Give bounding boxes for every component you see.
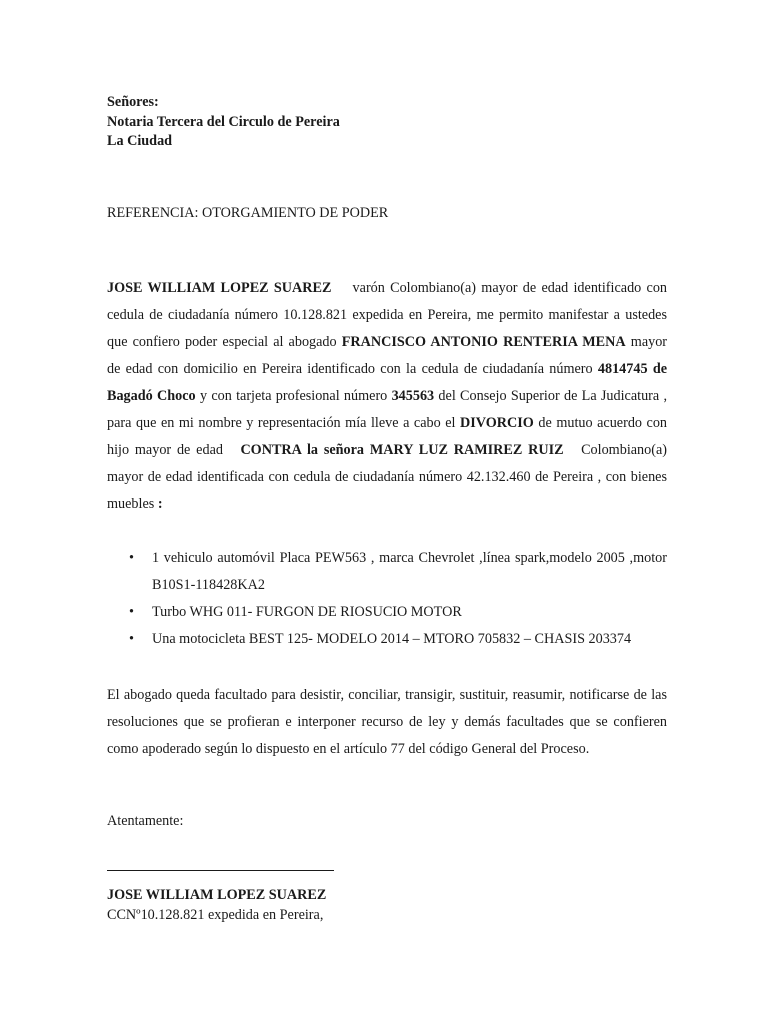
attorney-name: FRANCISCO ANTONIO RENTERIA MENA [341,334,626,350]
reference-line: REFERENCIA: OTORGAMIENTO DE PODER [107,205,389,221]
body-text-3: y con tarjeta profesional número [199,388,388,404]
list-item [107,545,667,599]
asset-text: Turbo WHG 011- FURGON DE RIOSUCIO MOTOR [152,604,462,620]
grantor-name: JOSE WILLIAM LOPEZ SUAREZ [107,280,332,296]
body-paragraph [107,275,667,518]
body-text-2: mayor de edad con domicilio en Pereira identificado con la cedula de ciudadanía número [107,334,668,377]
signature-line [107,870,334,871]
against-party: CONTRA la señora MARY LUZ RAMIREZ RUIZ [240,442,564,458]
process-type: DIVORCIO [460,415,534,431]
city: La Ciudad [107,133,173,149]
body-colon: : [157,496,163,512]
list-item [107,599,667,626]
bullet-icon: • [129,550,134,566]
list-item [107,626,667,653]
bullet-icon: • [129,604,134,620]
bullet-icon: • [129,631,134,647]
body-text-6: Colombiano(a) mayor de edad identificada con cedula de ciudadanía número 42.132.460 de Pereira , con bienes muebles [107,442,667,512]
body-text-4: del Consejo Superior de La Judicatura , para que en mi nombre y representación mía lleve a cabo el [107,388,668,431]
body-text-1: varón Colombiano(a) mayor de edad identificado con cedula de ciudadanía número 10.128.821 expedida en Pereira, me permito manifestar a ustedes que confiero poder especial al abogado [107,280,668,350]
asset-text: Una motocicleta BEST 125- MODELO 2014 – MTORO 705832 – CHASIS 203374 [152,631,632,647]
signature-block [107,886,667,925]
signer-name: JOSE WILLIAM LOPEZ SUAREZ [107,887,327,903]
salutation: Señores: [107,94,159,110]
addressee: Notaria Tercera del Circulo de Pereira [107,113,340,130]
assets-list [107,545,667,653]
letter-header [107,93,667,152]
attorney-id: 4814745 de Bagadó Choco [107,361,668,404]
asset-text: 1 vehiculo automóvil Placa PEW563 , marca Chevrolet ,línea spark,modelo 2005 ,motor B10S1-118428KA2 [152,550,667,593]
closing: Atentamente: [107,813,184,829]
professional-card: 345563 [391,388,435,404]
signer-id: CCNº10.128.821 expedida en Pereira, [107,906,324,923]
body-text-5: de mutuo acuerdo con hijo mayor de edad [107,415,668,458]
faculties-paragraph: El abogado queda facultado para desistir, conciliar, transigir, sustituir, reasumir, notificarse de las resoluciones que se profieran e interponer recurso de ley y demás facultades que se confieren como apoderado según lo dispuesto en el artículo 77 del código General del Proceso. [107,687,667,757]
